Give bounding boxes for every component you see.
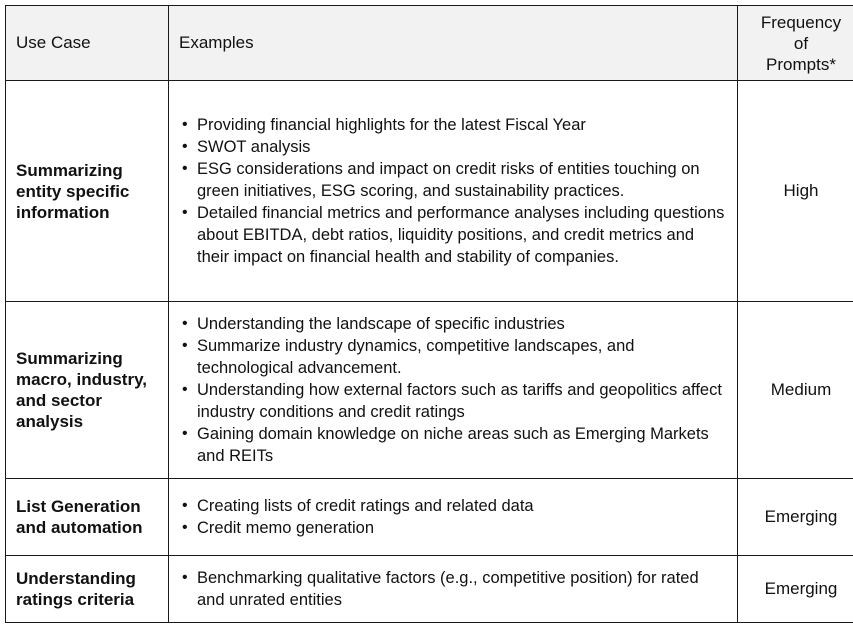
- examples-list: [181, 495, 727, 539]
- header-frequency-line3: Prompts*: [766, 54, 836, 74]
- use-case-cell: [6, 556, 169, 623]
- header-frequency-line2: of: [793, 33, 809, 53]
- examples-list: [181, 313, 727, 467]
- header-frequency-line1: Frequency: [760, 12, 842, 32]
- use-case-label: Understanding ratings criteria: [16, 569, 136, 609]
- example-item: • Detailed financial metrics and performance analyses including questions about EBITDA, debt ratios, liquidity positions, and credit metrics and their impact on financial health and stability of companies.: [181, 202, 727, 268]
- examples-cell: [169, 479, 738, 556]
- frequency-cell: Emerging: [738, 479, 853, 556]
- table-row: [6, 556, 853, 623]
- example-item: • Providing financial highlights for the latest Fiscal Year: [181, 114, 727, 136]
- example-item: • Understanding how external factors such as tariffs and geopolitics affect industry conditions and credit ratings: [181, 379, 727, 423]
- table-row: [6, 479, 853, 556]
- header-frequency: [738, 6, 853, 81]
- example-item: • Benchmarking qualitative factors (e.g., competitive position) for rated and unrated entities: [181, 567, 727, 611]
- examples-list: [181, 567, 727, 611]
- frequency-cell: Emerging: [738, 556, 853, 623]
- example-item: • ESG considerations and impact on credit risks of entities touching on green initiatives, ESG scoring, and sustainability practices.: [181, 158, 727, 202]
- use-case-label: List Generation and automation: [16, 497, 143, 537]
- header-examples: Examples: [169, 6, 738, 81]
- table-row: [6, 81, 853, 302]
- table-body: [6, 81, 853, 623]
- example-item: • Creating lists of credit ratings and related data: [181, 495, 727, 517]
- header-row: [6, 6, 853, 81]
- use-case-label: Summarizing macro, industry, and sector analysis: [16, 349, 147, 431]
- examples-cell: [169, 81, 738, 302]
- example-item: • SWOT analysis: [181, 136, 727, 158]
- use-case-cell: [6, 302, 169, 479]
- table-header: [6, 6, 853, 81]
- use-case-cell: [6, 479, 169, 556]
- frequency-cell: High: [738, 81, 853, 302]
- table-row: [6, 302, 853, 479]
- use-case-label: Summarizing entity specific information: [16, 160, 130, 222]
- header-use-case: Use Case: [6, 6, 169, 81]
- example-item: • Summarize industry dynamics, competitive landscapes, and technological advancement.: [181, 335, 727, 379]
- examples-cell: [169, 302, 738, 479]
- examples-cell: [169, 556, 738, 623]
- use-case-cell: [6, 81, 169, 302]
- example-item: • Understanding the landscape of specific industries: [181, 313, 727, 335]
- example-item: • Gaining domain knowledge on niche areas such as Emerging Markets and REITs: [181, 423, 727, 467]
- examples-list: [181, 114, 727, 268]
- use-case-table: [5, 5, 853, 623]
- frequency-cell: Medium: [738, 302, 853, 479]
- example-item: • Credit memo generation: [181, 517, 727, 539]
